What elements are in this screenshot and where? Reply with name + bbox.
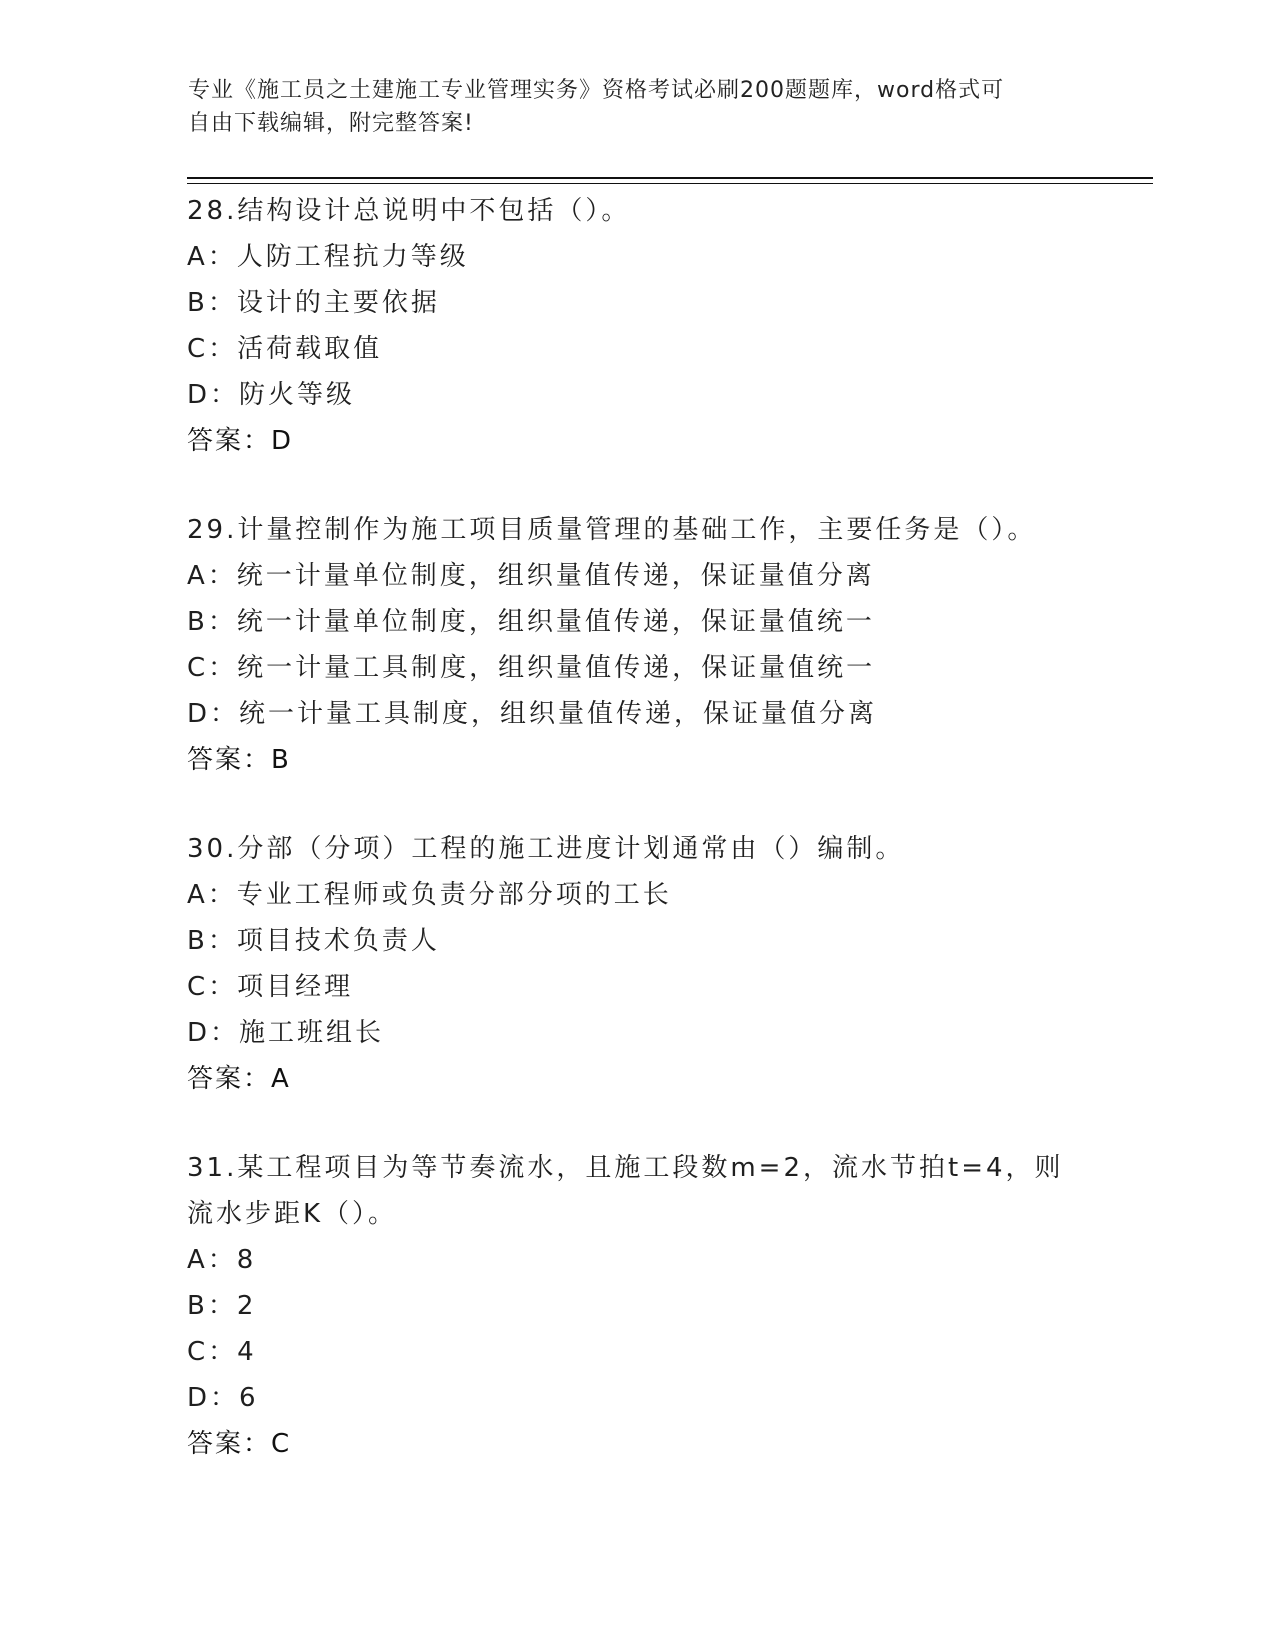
question-stem: 30.分部（分项）工程的施工进度计划通常由（）编制。 <box>187 834 905 864</box>
option-c: C：统一计量工具制度，组织量值传递，保证量值统一 <box>187 653 876 683</box>
document-header <box>188 74 1068 140</box>
option-b: B：统一计量单位制度，组织量值传递，保证量值统一 <box>187 607 875 637</box>
option-a: A：人防工程抗力等级 <box>187 242 469 272</box>
option-a: A：统一计量单位制度，组织量值传递，保证量值分离 <box>187 561 875 591</box>
question-28 <box>187 188 1087 464</box>
header-line-1: 专业《施工员之土建施工专业管理实务》资格考试必刷200题题库，word格式可 <box>188 78 1005 103</box>
option-b: B：2 <box>187 1291 257 1321</box>
question-30 <box>187 826 1087 1102</box>
option-d: D：统一计量工具制度，组织量值传递，保证量值分离 <box>187 699 878 729</box>
question-stem: 29.计量控制作为施工项目质量管理的基础工作，主要任务是（）。 <box>187 515 1037 545</box>
option-d: D：6 <box>187 1383 259 1413</box>
question-31 <box>187 1145 1087 1467</box>
option-c: C：活荷载取值 <box>187 334 383 364</box>
answer-line: 答案：B <box>187 745 291 775</box>
question-stem: 31.某工程项目为等节奏流水，且施工段数m=2，流水节拍t=4，则流水步距K（）。 <box>187 1153 1064 1229</box>
header-divider-thin <box>187 183 1153 184</box>
answer-line: 答案：A <box>187 1064 291 1094</box>
option-a: A：8 <box>187 1245 257 1275</box>
option-b: B：设计的主要依据 <box>187 288 440 318</box>
option-d: D：施工班组长 <box>187 1018 385 1048</box>
question-list <box>187 188 1087 1510</box>
question-stem: 28.结构设计总说明中不包括（）。 <box>187 196 631 226</box>
question-29 <box>187 507 1087 783</box>
answer-line: 答案：C <box>187 1429 292 1459</box>
answer-line: 答案：D <box>187 426 294 456</box>
header-divider-thick <box>187 177 1153 179</box>
header-line-2: 自由下载编辑，附完整答案! <box>188 111 474 136</box>
option-c: C：4 <box>187 1337 257 1367</box>
option-c: C：项目经理 <box>187 972 354 1002</box>
option-d: D：防火等级 <box>187 380 356 410</box>
option-b: B：项目技术负责人 <box>187 926 440 956</box>
option-a: A：专业工程师或负责分部分项的工长 <box>187 880 672 910</box>
